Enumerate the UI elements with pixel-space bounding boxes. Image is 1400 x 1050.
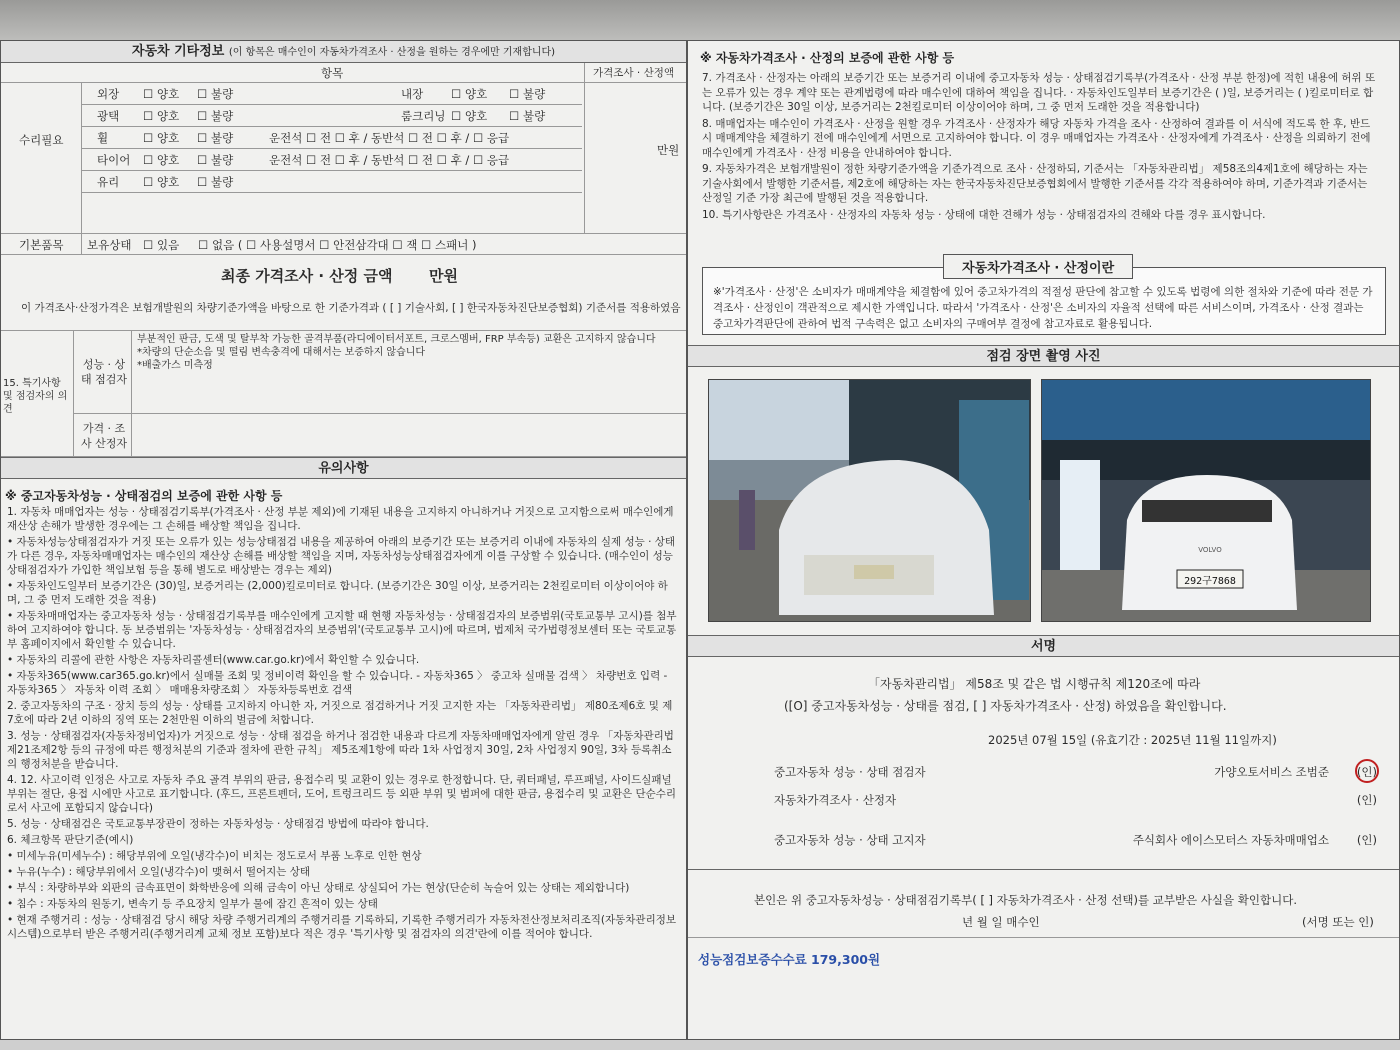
guarantee-title: ※ 중고자동차성능 · 상태점검의 보증에 관한 사항 등 [5, 489, 283, 503]
good-checkbox[interactable]: ☐ 양호 [143, 153, 179, 167]
repair-row [81, 149, 582, 171]
perf-note-line: *차량의 단순소음 및 떨림 변속충격에 대해서는 보증하지 않습니다 [137, 347, 426, 358]
notice-paragraph: 2. 중고자동차의 구조 · 장치 등의 성능 · 상태를 고지하지 아니한 자, 거짓으로 점검하거나 거짓 고지한 자는 「자동차관리법」 제80조제6호 및 제7호에 따라 2년 이하의 징역 또는 2천만원 이하의 벌금에 처합니다. [7, 700, 673, 726]
perf-checker-label: 성능 · 상태 점검자 [80, 358, 127, 386]
receipt-line: 본인은 위 중고자동차성능 · 상태점검기록부( [ ] 자동차가격조사 · 산정 선택)를 교부받은 사실을 확인합니다. [754, 893, 1298, 907]
price-checker-label: 가격 · 조사 산정자 [80, 422, 127, 450]
signer-name: 주식회사 에이스모터스 자동차매매업소 [1132, 833, 1329, 847]
notice-paragraph: • 자동차성능상태점검자가 거짓 또는 오류가 있는 성능상태점검 내용을 제공하여 아래의 보증기간 또는 보증거리 이내에 자동차의 실제 성능 · 상태가 다른 경우, 자동차매매업자는 매수인의 재산상 손해를 배상할 책임을 지며, 자동차성능상태점검자에게 이를 구상할 수 있습니다. (매수인이 성능상태점검자가 가입한 책임보험 등을 통해 별도로 배상받는 경우는 제외) [7, 536, 676, 576]
repair-item-name: 광택 [97, 109, 120, 123]
good-checkbox[interactable]: ☐ 양호 [451, 87, 487, 101]
seal-mark: (인) [1356, 793, 1377, 807]
inspection-photo-rear [1041, 379, 1371, 622]
fee-label: 성능점검보증수수료 179,300원 [698, 952, 881, 967]
left-column [0, 40, 687, 1040]
good-checkbox[interactable]: ☐ 양호 [143, 175, 179, 189]
repair-item-name: 룸크리닝 [401, 109, 446, 123]
notice-paragraph: • 누유(누수) : 해당부위에서 오일(냉각수)이 맺혀서 떨어지는 상태 [7, 866, 311, 878]
signature-header [688, 635, 1399, 657]
signature-title: 서명 [1030, 639, 1057, 654]
standard-note: 이 가격조사·산정가격은 보험개발원의 차량기준가액을 바탕으로 한 기준가격과 ( [ ] 기술사회, [ ] 한국자동차진단보증협회) 기준서를 적용하였음 [21, 302, 681, 314]
page-shadow [0, 0, 1400, 40]
seal-mark: (인) [1356, 833, 1377, 847]
repair-item-name: 타이어 [97, 153, 131, 167]
receipt-sign: (서명 또는 인) [1302, 915, 1374, 929]
repair-item-name: 유리 [97, 175, 120, 189]
repair-row [81, 171, 582, 193]
price-guarantee-paragraph: 9. 자동차가격은 보험개발원이 정한 차량기준가액을 기준가격으로 조사 · 산정하되, 기준서는 「자동차관리법」 제58조의4제1호에 해당하는 자는 기술사회에서 발행한 기준서를, 제2호에 해당하는 자는 한국자동차진단보증협회에서 발행한 기준서를 각각 적용하여야 하며, 기준가격과 기준서는 산정일 기준 가장 최근에 발행된 것을 적용합니다. [702, 163, 1368, 204]
notice-paragraph: 5. 성능 · 상태점검은 국토교통부장관이 정하는 자동차성능 · 상태점검 방법에 따라야 합니다. [7, 818, 429, 830]
notice-paragraph: • 자동차의 리콜에 관한 사항은 자동차리콜센터(www.car.go.kr)에서 확인할 수 있습니다. [7, 654, 420, 666]
repair-needed-label: 수리필요 [19, 133, 64, 147]
signer-name: 가양오토서비스 조범준 [1214, 765, 1329, 779]
basic-have-checkbox[interactable]: ☐ 있음 [143, 238, 179, 252]
bad-checkbox[interactable]: ☐ 불량 [197, 109, 233, 123]
receipt-date: 년 월 일 매수인 [962, 915, 1040, 929]
repair-row [81, 83, 582, 105]
notice-header [1, 457, 686, 479]
perf-note-line: 부분적인 판금, 도색 및 탈부착 가능한 골격부품(라디에이터서포트, 크로스멤버, FRP 부속등) 교환은 고지하지 않습니다 [137, 334, 656, 345]
bad-checkbox[interactable]: ☐ 불량 [509, 87, 545, 101]
notice-paragraph: 1. 자동차 매매업자는 성능 · 상태점검기록부(가격조사 · 산정 부분 제외)에 기재된 내용을 고지하지 아니하거나 거짓으로 고지함으로써 매수인에게 재산상 손해가 발생한 경우에는 그 손해를 배상할 책임을 집니다. [7, 506, 674, 532]
basic-items-row [1, 233, 686, 255]
bad-checkbox[interactable]: ☐ 불량 [197, 175, 233, 189]
notice-title: 유의사항 [318, 461, 369, 476]
repair-row [81, 127, 582, 149]
other-info-note: (이 항목은 매수인이 자동차가격조사 · 산정을 원하는 경우에만 기재합니다) [228, 47, 556, 58]
final-price-row [1, 255, 686, 331]
final-price-label: 최종 가격조사 · 산정 금액 [221, 267, 393, 285]
final-price-unit: 만원 [429, 267, 458, 285]
document-sheet [0, 40, 1400, 1040]
license-plate: 292구7868 [1184, 576, 1236, 587]
price-guarantee-paragraph: 8. 매매업자는 매수인이 가격조사 · 산정을 원할 경우 가격조사 · 산정자가 해당 자동차 가격을 조사 · 산정하여 결과를 이 서식에 적도록 한 후, 반드시 매매계약을 체결하기 전에 매수인에게 서면으로 고지하여야 합니다. 이 경우 매매업자는 가격조사 · 산정자에게 가격조사 · 산정을 의뢰하기 전에 매수인에게 가격조사 · 산정 비용을 안내하여야 합니다. [702, 117, 1371, 159]
price-guarantee-paragraph: 10. 특기사항란은 가격조사 · 산정자의 자동차 성능 · 상태에 대한 견해가 성능 · 상태점검자의 견해와 다를 경우 표시합니다. [702, 208, 1266, 221]
other-info-title: 자동차 기타정보 [131, 44, 225, 59]
bad-checkbox[interactable]: ☐ 불량 [197, 131, 233, 145]
special-notes-label: 15. 특기사항 및 점검자의 의견 [3, 378, 68, 415]
basic-items-label: 기본품목 [19, 238, 64, 252]
seal-mark: (인) [1356, 765, 1377, 779]
good-checkbox[interactable]: ☐ 양호 [143, 131, 179, 145]
bad-checkbox[interactable]: ☐ 불량 [197, 153, 233, 167]
good-checkbox[interactable]: ☐ 양호 [451, 109, 487, 123]
basic-none-checkbox[interactable]: ☐ 없음 ( ☐ 사용설명서 ☐ 안전삼각대 ☐ 잭 ☐ 스패너 ) [198, 238, 476, 252]
repair-item-name: 휠 [97, 131, 109, 145]
signer-role: 중고자동차 성능 · 상태 점검자 [774, 765, 926, 779]
position-checkboxes[interactable]: 운전석 ☐ 전 ☐ 후 / 동반석 ☐ 전 ☐ 후 / ☐ 응급 [269, 131, 510, 145]
notice-paragraph: 6. 체크항목 판단기준(예시) [7, 834, 134, 846]
inspection-photo-front [708, 379, 1031, 622]
signer-role: 중고자동차 성능 · 상태 고지자 [774, 833, 926, 847]
notice-paragraph: • 부식 : 차량하부와 외판의 금속표면이 화학반응에 의해 금속이 아닌 상태로 상실되어 가는 현상(단순히 녹슬어 있는 상태는 제외합니다) [7, 882, 630, 894]
price-guarantee-paragraph: 7. 가격조사 · 산정자는 아래의 보증기간 또는 보증거리 이내에 중고자동차 성능 · 상태점검기록부(가격조사 · 산정 부분 한정)에 적힌 내용에 허위 또는 오류가 있는 경우 계약 또는 관계법령에 따라 매수인에 대하여 책임을 집니다. · 자동차인도일부터 보증기간은 ( )일, 보증거리는 ( )킬로미터로 합니다. (보증기간은 30일 이상, 보증거리는 2천킬로미터 이상이어야 하며, 그 중 먼저 도래한 것을 적용합니다) [702, 72, 1376, 113]
col-price-label: 가격조사 · 산정액 [593, 67, 675, 79]
position-checkboxes[interactable]: 운전석 ☐ 전 ☐ 후 / 동반석 ☐ 전 ☐ 후 / ☐ 응급 [269, 153, 510, 167]
notice-paragraph: 4. 12. 사고이력 인정은 사고로 자동차 주요 골격 부위의 판금, 용접수리 및 교환이 있는 경우로 한정합니다. 단, 쿼터패널, 루프패널, 사이드실패널 부위는 절단, 용접 시에만 사고로 표기합니다. (후드, 프론트펜더, 도어, 트렁크리드 등 외판 부위 및 범퍼에 대한 판금, 용접수리 및 교환은 단순수리로서 사고에 포함되지 않습니다) [7, 774, 677, 814]
notice-paragraph: 3. 성능 · 상태점검자(자동차정비업자)가 거짓으로 성능 · 상태 점검을 하거나 점검한 내용과 다르게 자동차매매업자에게 알린 경우 「자동차관리법 제21조제2항 등의 규정에 따른 행정처분의 기준과 절차에 관한 규칙」 제5조제1항에 따라 1차 사업정지 30일, 2차 사업정지 90일, 3차 등록취소의 행정처분을 받습니다. [7, 730, 674, 770]
photo-header [688, 345, 1399, 367]
photo-title: 점검 장면 촬영 사진 [986, 349, 1101, 364]
item-header-row [1, 63, 686, 83]
red-seal-stamp [1355, 759, 1379, 783]
other-info-header [1, 41, 686, 63]
price-guarantee-title: ※ 자동차가격조사 · 산정의 보증에 관한 사항 등 [700, 51, 955, 65]
signature-date: 2025년 07월 15일 (유효기간 : 2025년 11월 11일까지) [988, 733, 1277, 747]
basic-status-label: 보유상태 [87, 238, 132, 252]
notice-paragraph: • 자동차인도일부터 보증기간은 (30)일, 보증거리는 (2,000)킬로미터로 합니다. (보증기간은 30일 이상, 보증거리는 2천킬로미터 이상이어야 하며, 그 중 먼저 도래한 것을 적용) [7, 580, 668, 606]
special-notes-row [1, 331, 686, 457]
perf-note-line: *배출가스 미측정 [137, 360, 213, 371]
price-unit-label: 만원 [657, 143, 680, 157]
notice-paragraph: • 침수 : 자동차의 원동기, 변속기 등 주요장치 일부가 물에 잠긴 흔적이 있는 상태 [7, 898, 378, 910]
price-definition-title: 자동차가격조사 · 산정이란 [943, 254, 1133, 279]
notice-paragraph: • 자동차365(www.car365.go.kr)에서 실매물 조회 및 정비이력 확인을 할 수 있습니다. - 자동차365 〉 중고차 실매물 검색 〉 차량번호 입력 - 자동차365 〉 자동차 이력 조회 〉 매매용차량조회 〉 자동차등록번호 검색 [7, 670, 668, 696]
repair-row [81, 105, 582, 127]
signer-role: 자동차가격조사 · 산정자 [774, 793, 897, 807]
bad-checkbox[interactable]: ☐ 불량 [197, 87, 233, 101]
bad-checkbox[interactable]: ☐ 불량 [509, 109, 545, 123]
good-checkbox[interactable]: ☐ 양호 [143, 109, 179, 123]
price-definition-text: ※'가격조사 · 산정'은 소비자가 매매계약을 체결함에 있어 중고차가격의 적절성 판단에 참고할 수 있도록 법령에 의한 절차와 기준에 따라 전문 가격조사 · 산정인이 객관적으로 제시한 가액입니다. 따라서 '가격조사 · 산정'은 소비자의 자율적 선택에 따른 서비스이며, 가격조사 · 산정 결과는 중고차가격판단에 관하여 법적 구속력은 없고 소비자의 구매여부 결정에 참고자료로 활용됩니다. [713, 286, 1373, 330]
notice-paragraph: • 자동차매매업자는 중고자동차 성능 · 상태점검기록부를 매수인에게 고지할 때 현행 자동차성능 · 상태점검자의 보증범위(국토교통부 고시)를 첨부하여 고지하여야 합니다. 동 보증범위는 '자동차성능 · 상태점검자의 보증범위'(국토교통부 고시)에 따르며, 법제처 국가법령정보센터 또는 국토교통부 홈페이지에서 확인할 수 있습니다. [7, 610, 677, 650]
notice-paragraph: • 미세누유(미세누수) : 해당부위에 오일(냉각수)이 비치는 정도로서 부품 노후로 인한 현상 [7, 850, 422, 862]
col-item-label: 항목 [321, 66, 344, 80]
signature-confirm-line: ([O] 중고자동차성능 · 상태를 점검, [ ] 자동차가격조사 · 산정) 하였음을 확인합니다. [784, 699, 1227, 713]
repair-item-name: 내장 [401, 87, 424, 101]
right-column [687, 40, 1400, 1040]
vehicle-badge: VOLVO [1198, 546, 1222, 554]
notice-paragraph: • 현재 주행거리 : 성능 · 상태점검 당시 해당 차량 주행거리계의 주행거리를 기록하되, 기록한 주행거리가 자동차전산정보처리조직(자동차관리정보시스템)으로부터 받은 주행거리(주행거리계 교체 정보 포함)보다 적은 경우 '특기사항 및 점검자의 의견'란에 이를 적어야 합니다. [7, 914, 677, 940]
good-checkbox[interactable]: ☐ 양호 [143, 87, 179, 101]
price-definition-box [702, 261, 1386, 335]
signature-law-line: 「자동차관리법」 제58조 및 같은 법 시행규칙 제120조에 따라 [868, 677, 1201, 691]
repair-item-name: 외장 [97, 87, 120, 101]
